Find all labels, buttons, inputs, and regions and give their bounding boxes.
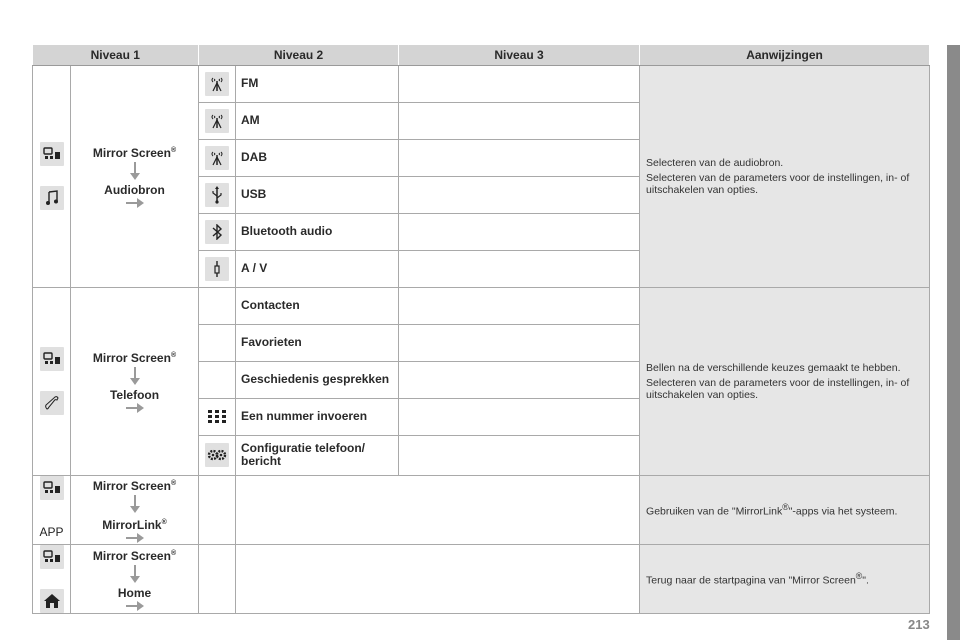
page-number: 213 xyxy=(908,617,930,632)
row-icon-cell xyxy=(199,324,236,361)
mirror-screen-icon xyxy=(40,142,64,166)
row-icon-cell xyxy=(199,475,236,544)
level3-cell xyxy=(399,398,640,435)
arrow-right-icon xyxy=(126,198,144,208)
level3-cell xyxy=(399,213,640,250)
mirror-screen-icon xyxy=(40,347,64,371)
row-label: AM xyxy=(236,102,399,139)
arrow-down-icon xyxy=(130,565,140,583)
menu-title: Mirror Screen xyxy=(92,351,171,365)
radio-antenna-icon xyxy=(205,72,229,96)
row-label: Geschiedenis gesprekken xyxy=(236,361,399,398)
row-label: Favorieten xyxy=(236,324,399,361)
level2-cell-home: Mirror Screen® Home xyxy=(71,544,199,613)
arrow-down-icon xyxy=(130,162,140,180)
level3-cell xyxy=(399,435,640,475)
radio-antenna-icon xyxy=(205,109,229,133)
menu-title: Mirror Screen xyxy=(92,478,171,493)
app-icon: APP xyxy=(39,524,64,539)
arrow-right-icon xyxy=(126,403,144,413)
table-row xyxy=(33,475,930,544)
level2-cell-mirrorlink: Mirror Screen® MirrorLink® xyxy=(71,475,199,544)
description-cell: Selecteren van de audiobron. Selecteren van de parameters voor de instellingen, in- of uitschakelen van opties. xyxy=(640,65,930,287)
level3-cell xyxy=(399,324,640,361)
level1-cell xyxy=(33,475,71,544)
row-label: Contacten xyxy=(236,287,399,324)
menu-sub: Telefoon xyxy=(109,388,160,402)
description-cell: Terug naar de startpagina van "Mirror Screen®". xyxy=(640,544,930,613)
bluetooth-icon xyxy=(205,220,229,244)
radio-antenna-icon xyxy=(205,146,229,170)
table-row xyxy=(33,544,930,613)
header-niveau-2: Niveau 2 xyxy=(199,45,399,65)
row-label: Een nummer invoeren xyxy=(236,398,399,435)
row-icon-cell xyxy=(199,176,236,213)
table-row xyxy=(33,65,930,102)
row-icon-cell xyxy=(199,435,236,475)
level3-cell xyxy=(399,361,640,398)
header-niveau-3: Niveau 3 xyxy=(399,45,640,65)
row-label: Bluetooth audio xyxy=(236,213,399,250)
row-icon-cell xyxy=(199,102,236,139)
header-aanwijzingen: Aanwijzingen xyxy=(640,45,930,65)
menu-sub: Audiobron xyxy=(104,183,165,197)
mirror-screen-icon xyxy=(40,545,64,569)
mirror-screen-icon xyxy=(40,476,64,500)
level1-cell xyxy=(33,65,71,287)
row-label: Configuratie telefoon/ bericht xyxy=(236,435,399,475)
row-icon-cell xyxy=(199,544,236,613)
level3-cell xyxy=(236,475,640,544)
row-label: FM xyxy=(236,65,399,102)
description-cell: Gebruiken van de "MirrorLink®"-apps via het systeem. xyxy=(640,475,930,544)
level2-cell-audio: Mirror Screen® Audiobron xyxy=(71,65,199,287)
arrow-right-icon xyxy=(126,601,144,611)
home-icon xyxy=(40,589,64,613)
row-icon-cell xyxy=(199,250,236,287)
level3-cell xyxy=(236,544,640,613)
row-icon-cell xyxy=(199,65,236,102)
phone-icon xyxy=(40,391,64,415)
page-edge-bar xyxy=(947,45,960,640)
level3-cell xyxy=(399,65,640,102)
level3-cell xyxy=(399,102,640,139)
usb-icon xyxy=(205,183,229,207)
arrow-down-icon xyxy=(130,495,140,513)
menu-sub: MirrorLink xyxy=(102,517,162,532)
row-icon-cell xyxy=(199,213,236,250)
table-header-row xyxy=(33,45,930,65)
level1-cell xyxy=(33,544,71,613)
description-cell: Bellen na de verschillende keuzes gemaakt te hebben. Selecteren van de parameters voor de instellingen, in- of uitschakelen van opties. xyxy=(640,287,930,475)
arrow-down-icon xyxy=(130,367,140,385)
row-icon-cell xyxy=(199,139,236,176)
menu-title: Mirror Screen xyxy=(92,548,171,563)
row-label: A / V xyxy=(236,250,399,287)
level3-cell xyxy=(399,139,640,176)
music-note-icon xyxy=(40,186,64,210)
aux-jack-icon xyxy=(205,257,229,281)
header-niveau-1: Niveau 1 xyxy=(33,45,199,65)
row-icon-cell xyxy=(199,287,236,324)
level1-cell xyxy=(33,287,71,475)
row-label: USB xyxy=(236,176,399,213)
keypad-icon xyxy=(205,405,229,429)
table-row xyxy=(33,287,930,324)
gears-icon xyxy=(205,443,229,467)
row-icon-cell xyxy=(199,398,236,435)
level3-cell xyxy=(399,176,640,213)
arrow-right-icon xyxy=(126,533,144,543)
level2-cell-phone: Mirror Screen® Telefoon xyxy=(71,287,199,475)
menu-title: Mirror Screen xyxy=(92,146,171,160)
row-icon-cell xyxy=(199,361,236,398)
level3-cell xyxy=(399,250,640,287)
menu-sub: Home xyxy=(117,585,152,600)
row-label: DAB xyxy=(236,139,399,176)
menu-table xyxy=(32,45,930,614)
level3-cell xyxy=(399,287,640,324)
